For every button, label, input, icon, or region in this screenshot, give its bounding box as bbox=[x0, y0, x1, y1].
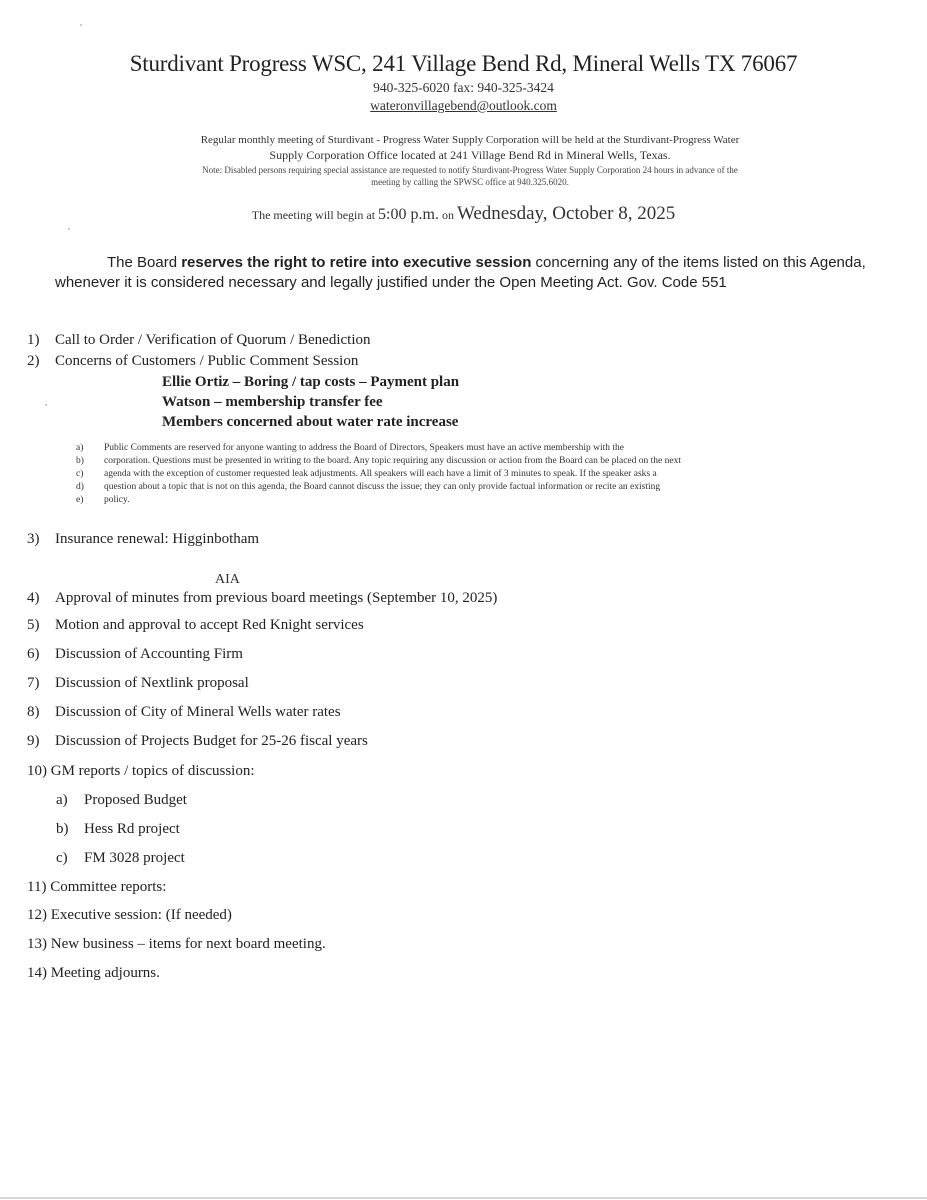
reserve-lead: The Board bbox=[107, 254, 178, 271]
notice-line-1: Regular monthly meeting of Sturdivant - Progress Water Supply Corporation will be held at the Sturdivant-Progress Water bbox=[200, 134, 740, 146]
agenda-item-13 bbox=[27, 936, 326, 953]
agenda-item-number: 1) bbox=[27, 332, 40, 348]
gm-sub-item-a bbox=[56, 792, 187, 809]
agenda-item-4 bbox=[27, 590, 497, 607]
agenda-item-text: Discussion of Projects Budget for 25-26 fiscal years bbox=[55, 733, 368, 749]
agenda-item-11 bbox=[27, 879, 166, 896]
meeting-time-line bbox=[0, 203, 927, 225]
meeting-date: Wednesday, October 8, 2025 bbox=[456, 203, 676, 224]
meeting-time: 5:00 p.m. bbox=[378, 206, 439, 223]
rule-letter: e) bbox=[76, 495, 84, 505]
agenda-item-number: 7) bbox=[27, 675, 40, 691]
note-line-2: meeting by calling the SPWSC office at 940.325.6020. bbox=[371, 177, 569, 187]
agenda-item-5 bbox=[27, 617, 364, 634]
rule-text: policy. bbox=[104, 495, 130, 505]
agenda-item-number: 11) bbox=[27, 879, 47, 895]
agenda-item-text: Insurance renewal: Higginbotham bbox=[55, 531, 260, 547]
rule-c bbox=[76, 469, 657, 479]
agenda-item-number: 4) bbox=[27, 590, 40, 606]
note-line-1: Note: Disabled persons requiring special assistance are requested to notify Sturdivant-Progress Water Supply Corporation 24 hours in advance of the bbox=[202, 165, 738, 175]
agenda-item-text: New business – items for next board meeting. bbox=[50, 936, 326, 952]
scan-speck bbox=[45, 404, 47, 406]
reserve-rest: concerning any of the items listed on this Agenda, whenever it is considered necessary and legally justified under the Open Meeting Act. Gov. Code 551 bbox=[55, 254, 866, 291]
rule-text: agenda with the exception of customer requested leak adjustments. All speakers will each have a limit of 3 minutes to speak. If the speaker asks a bbox=[104, 469, 657, 479]
agenda-item-12 bbox=[27, 907, 232, 924]
agenda-item-text: Discussion of City of Mineral Wells water rates bbox=[55, 704, 341, 720]
email-link[interactable]: wateronvillagebend@outlook.com bbox=[370, 98, 557, 113]
rule-text: question about a topic that is not on this agenda, the Board cannot discuss the issue; they can only provide factual information or recite an existing bbox=[104, 482, 661, 492]
sub-item-text: Hess Rd project bbox=[84, 821, 180, 837]
agenda-item-text: Concerns of Customers / Public Comment Session bbox=[55, 353, 359, 369]
sub-item-letter: a) bbox=[56, 792, 68, 808]
rule-b bbox=[76, 456, 681, 466]
agenda-item-number: 2) bbox=[27, 353, 40, 369]
agenda-item-text: Approval of minutes from previous board meetings (September 10, 2025) bbox=[55, 590, 498, 606]
organization-header-title: Sturdivant Progress WSC, 241 Village Bend Rd, Mineral Wells TX 76067 bbox=[129, 51, 798, 76]
public-comment-topic-3: Members concerned about water rate increase bbox=[162, 414, 459, 430]
agenda-item-text: Committee reports: bbox=[50, 879, 167, 895]
rule-e bbox=[76, 495, 130, 505]
agenda-item-14 bbox=[27, 965, 160, 982]
agenda-item-number: 5) bbox=[27, 617, 40, 633]
notice-line-2: Supply Corporation Office located at 241 Village Bend Rd in Mineral Wells, Texas. bbox=[269, 148, 671, 162]
agenda-item-number: 12) bbox=[27, 907, 47, 923]
meeting-notice bbox=[120, 133, 820, 163]
agenda-item-10 bbox=[27, 763, 255, 780]
agenda-item-text: Discussion of Accounting Firm bbox=[55, 646, 243, 662]
meeting-on: on bbox=[441, 208, 454, 222]
sub-item-letter: b) bbox=[56, 821, 69, 837]
gm-sub-item-b bbox=[56, 821, 180, 838]
scan-speck bbox=[68, 228, 70, 230]
rule-text: corporation. Questions must be presented in writing to the board. Any topic requiring any discussion or action from the Board can be placed on the next bbox=[104, 456, 681, 466]
email-line bbox=[0, 98, 927, 114]
sub-item-text: Proposed Budget bbox=[84, 792, 187, 808]
agenda-item-text: Executive session: (If needed) bbox=[50, 907, 232, 923]
agenda-item-number: 10) bbox=[27, 763, 47, 779]
accessibility-note bbox=[110, 164, 830, 188]
agenda-item-text: Call to Order / Verification of Quorum / Benediction bbox=[55, 332, 371, 348]
reserve-bold: reserves the right to retire into executive session bbox=[181, 254, 532, 271]
agenda-item-7 bbox=[27, 675, 249, 692]
agenda-item-text: Motion and approval to accept Red Knight services bbox=[55, 617, 364, 633]
agenda-item-number: 3) bbox=[27, 531, 40, 547]
sub-item-letter: c) bbox=[56, 850, 68, 866]
agenda-item-number: 6) bbox=[27, 646, 40, 662]
agenda-item-2 bbox=[27, 353, 358, 370]
executive-session-statement bbox=[55, 253, 875, 293]
rule-letter: d) bbox=[76, 482, 84, 492]
gm-sub-item-c bbox=[56, 850, 185, 867]
rule-letter: c) bbox=[76, 469, 84, 479]
agenda-item-3 bbox=[27, 531, 259, 548]
rule-letter: b) bbox=[76, 456, 84, 466]
rule-letter: a) bbox=[76, 443, 84, 453]
agenda-item-9 bbox=[27, 733, 368, 750]
agenda-item-1 bbox=[27, 332, 370, 349]
agenda-item-number: 8) bbox=[27, 704, 40, 720]
meeting-time-prefix: The meeting will begin at bbox=[251, 208, 376, 222]
public-comment-topic-2: Watson – membership transfer fee bbox=[162, 394, 383, 410]
agenda-item-number: 9) bbox=[27, 733, 40, 749]
phone-fax-line: 940-325-6020 fax: 940-325-3424 bbox=[373, 80, 554, 95]
rule-d bbox=[76, 482, 660, 492]
agenda-item-text: Discussion of Nextlink proposal bbox=[55, 675, 249, 691]
scan-speck bbox=[80, 24, 82, 26]
agenda-item-text: Meeting adjourns. bbox=[50, 965, 160, 981]
agenda-item-text: GM reports / topics of discussion: bbox=[50, 763, 255, 779]
rule-text: Public Comments are reserved for anyone wanting to address the Board of Directors, Speakers must have an active membership with the bbox=[104, 443, 624, 453]
agenda-item-6 bbox=[27, 646, 243, 663]
agenda-item-8 bbox=[27, 704, 341, 721]
sub-item-text: FM 3028 project bbox=[84, 850, 185, 866]
agenda-item-number: 13) bbox=[27, 936, 47, 952]
agenda-item-number: 14) bbox=[27, 965, 47, 981]
insurance-alternative: AIA bbox=[215, 572, 240, 587]
public-comment-topic-1: Ellie Ortiz – Boring / tap costs – Payment plan bbox=[162, 374, 460, 390]
scan-edge-line bbox=[0, 1197, 927, 1199]
rule-a bbox=[76, 443, 624, 453]
